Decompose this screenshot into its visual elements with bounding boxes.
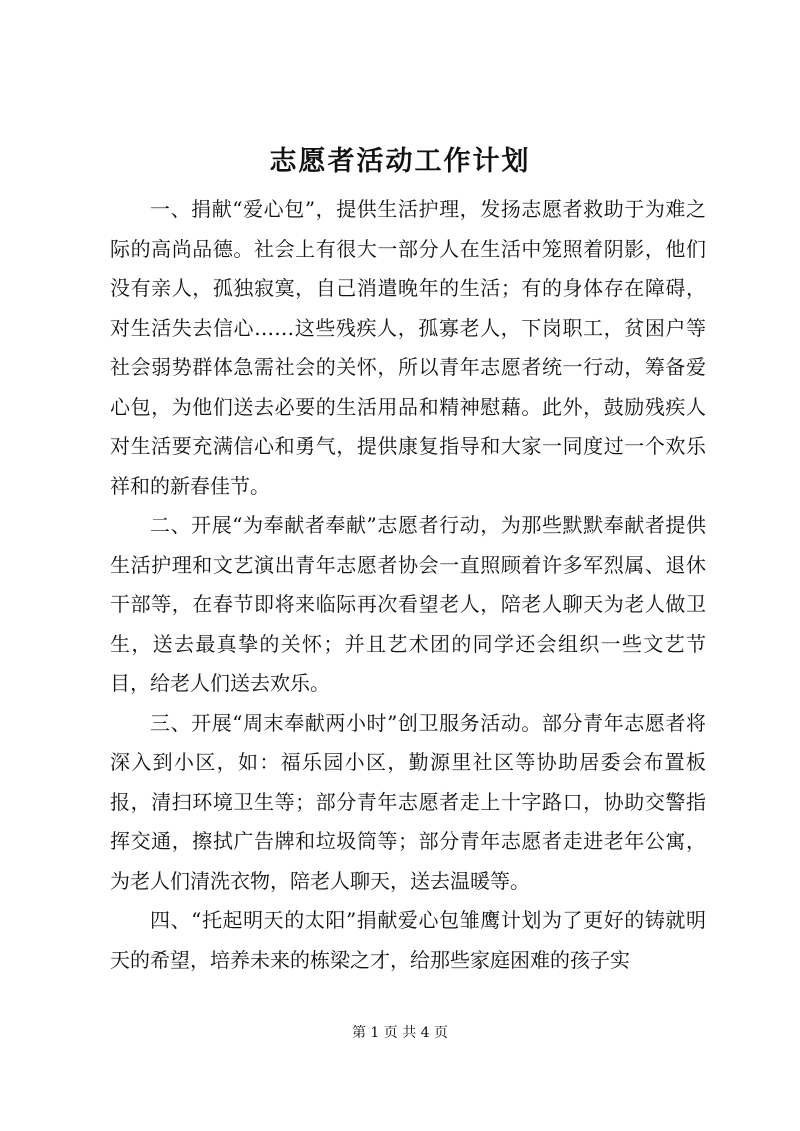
paragraph-2: 二、开展“为奉献者奉献”志愿者行动，为那些默默奉献者提供生活护理和文艺演出青年志愿者协会一直照顾着许多军烈属、退休干部等，在春节即将来临际再次看望老人，陪老人聊天为老人做卫生，送去最真挚的关怀；并且艺术团的同学还会组织一些文艺节目，给老人们送去欢乐。	[110, 513, 706, 695]
paragraph-1: 一、捐献“爱心包”，提供生活护理，发扬志愿者救助于为难之际的高尚品德。社会上有很大一部分人在生活中笼照着阴影，他们没有亲人，孤独寂寞，自己消遣晚年的生活；有的身体存在障碍，对生活失去信心……这些残疾人，孤寡老人，下岗职工，贫困户等社会弱势群体急需社会的关怀，所以青年志愿者统一行动，筹备爱心包，为他们送去必要的生活用品和精神慰藉。此外，鼓励残疾人对生活要充满信心和勇气，提供康复指导和大家一同度过一个欢乐祥和的新春佳节。	[110, 197, 706, 498]
page-footer: 第 1 页 共 4 页	[351, 1025, 449, 1041]
document-body	[110, 190, 706, 980]
document-title: 志愿者活动工作计划	[269, 146, 531, 177]
paragraph-4: 四、“托起明天的太阳”捐献爱心包雏鹰计划为了更好的铸就明天的希望，培养未来的栋梁之才，给那些家庭困难的孩子实	[110, 908, 706, 972]
paragraph-3: 三、开展“周末奉献两小时”创卫服务活动。部分青年志愿者将深入到小区，如：福乐园小区，勤源里社区等协助居委会布置板报，清扫环境卫生等；部分青年志愿者走上十字路口，协助交警指挥交通，擦拭广告牌和垃圾筒等；部分青年志愿者走进老年公寓，为老人们清洗衣物，陪老人聊天，送去温暖等。	[110, 710, 706, 893]
